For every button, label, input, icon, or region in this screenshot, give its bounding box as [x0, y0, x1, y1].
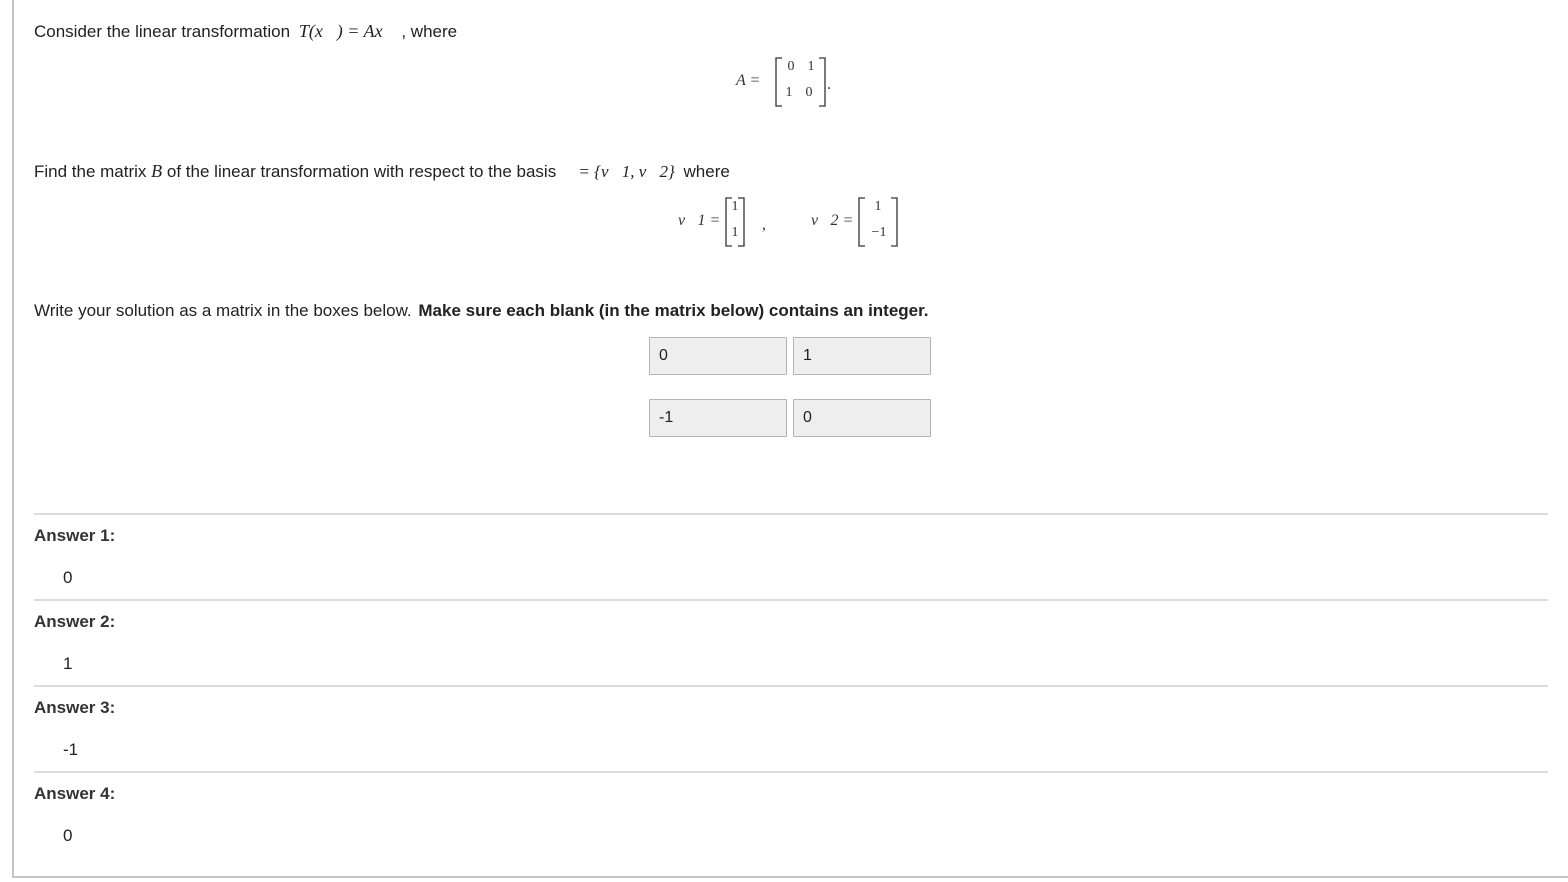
answer-value: 1 — [63, 654, 73, 673]
answer-input-1[interactable]: 0 — [649, 337, 787, 375]
answer-value: 0 — [63, 568, 73, 587]
find-basis: 𝔅 = {v⃗1, v⃗2} — [560, 162, 675, 181]
v2-label: v⃗2 = — [811, 212, 854, 229]
answer-input-3[interactable]: -1 — [649, 399, 787, 437]
write-text: Write your solution as a matrix in the boxes below. — [34, 301, 412, 320]
answer-label: Answer 4: — [34, 784, 116, 803]
matrix-a-cell: 0 — [805, 85, 813, 100]
write-line — [34, 300, 929, 322]
matrix-a-label: A = — [736, 72, 761, 89]
question-frame — [12, 0, 1568, 878]
divider — [34, 685, 1548, 687]
v1-cell: 1 — [731, 225, 739, 240]
write-bold: Make sure each blank (in the matrix below) contains an integer. — [418, 301, 929, 320]
divider — [34, 771, 1548, 773]
find-text-1: Find the matrix — [34, 162, 147, 181]
v1-cell: 1 — [731, 199, 739, 214]
divider — [34, 599, 1548, 601]
answer-value: -1 — [63, 740, 79, 759]
answer-label: Answer 3: — [34, 698, 116, 717]
find-text-3: where — [683, 162, 730, 181]
v1-end: , — [762, 216, 766, 233]
intro-line — [34, 20, 457, 43]
intro-text: Consider the linear transformation — [34, 22, 291, 41]
answer-input-4[interactable]: 0 — [793, 399, 931, 437]
matrix-a-cell: 0 — [787, 59, 795, 74]
matrix-a-cell: 1 — [785, 85, 793, 100]
intro-suffix: , where — [401, 22, 458, 41]
matrix-a — [774, 56, 844, 108]
answer-label: Answer 2: — [34, 612, 116, 631]
v2-cell: −1 — [871, 225, 887, 240]
v2-cell: 1 — [874, 199, 882, 214]
intro-math: T(x⃗) = Ax⃗ — [298, 21, 397, 41]
matrix-a-end: . — [827, 76, 831, 93]
answer-value: 0 — [63, 826, 73, 845]
v2-vector — [857, 196, 907, 248]
find-line — [34, 160, 730, 183]
find-text-2: of the linear transformation with respect to the basis — [166, 162, 557, 181]
v1-label: v⃗1 = — [678, 212, 721, 229]
matrix-a-cell: 1 — [807, 59, 815, 74]
answer-label: Answer 1: — [34, 526, 116, 545]
answer-input-2[interactable]: 1 — [793, 337, 931, 375]
v1-vector — [724, 196, 774, 248]
divider — [34, 513, 1548, 515]
find-math-b: B — [151, 161, 163, 181]
